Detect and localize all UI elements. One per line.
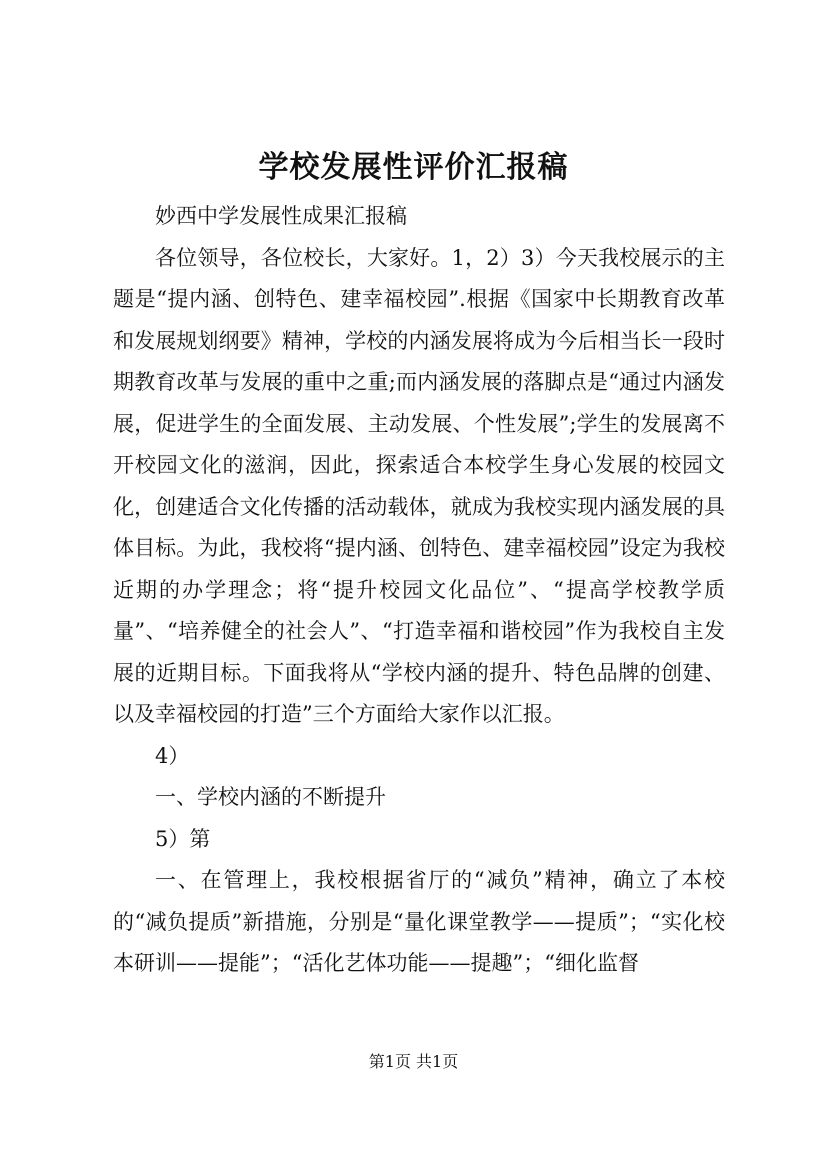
paragraph-subtitle: 妙西中学发展性成果汇报稿 [155, 204, 407, 228]
paragraph-management: 一、在管理上，我校根据省厅的“减负”精神，确立了本校的“减负提质”新措施，分别是“量化课堂教学——提质”；“实化校本研训——提能”；“活化艺体功能——提趣”；“细化监督 [113, 868, 725, 975]
paragraph-intro: 各位领导，各位校长，大家好。1，2）3）今天我校展示的主题是“提内涵、创特色、建幸福校园”.根据《国家中长期教育改革和发展规划纲要》精神，学校的内涵发展将成为今后相当长一段时期教育改革与发展的重中之重;而内涵发展的落脚点是“通过内涵发展，促进学生的全面发展、主动发展、个性发展”;学生的发展离不开校园文化的滋润，因此，探索适合本校学生身心发展的校园文化，创建适合文化传播的活动载体，就成为我校实现内涵发展的具体目标。为此，我校将“提内涵、创特色、建幸福校园”设定为我校近期的办学理念；将“提升校园文化品位”、“提高学校教学质量”、“培养健全的社会人”、“打造幸福和谐校园”作为我校自主发展的近期目标。下面我将从“学校内涵的提升、特色品牌的创建、以及幸福校园的打造”三个方面给大家作以汇报。 [113, 245, 725, 726]
section-heading-1: 一、学校内涵的不断提升 [155, 785, 386, 809]
page-footer: 第1页 共1页 [368, 1052, 459, 1071]
document-title: 学校发展性评价汇报稿 [258, 150, 569, 185]
paragraph-marker-4: 4） [155, 743, 190, 768]
document-body [113, 196, 725, 985]
paragraph-marker-5: 5）第 [155, 826, 211, 851]
